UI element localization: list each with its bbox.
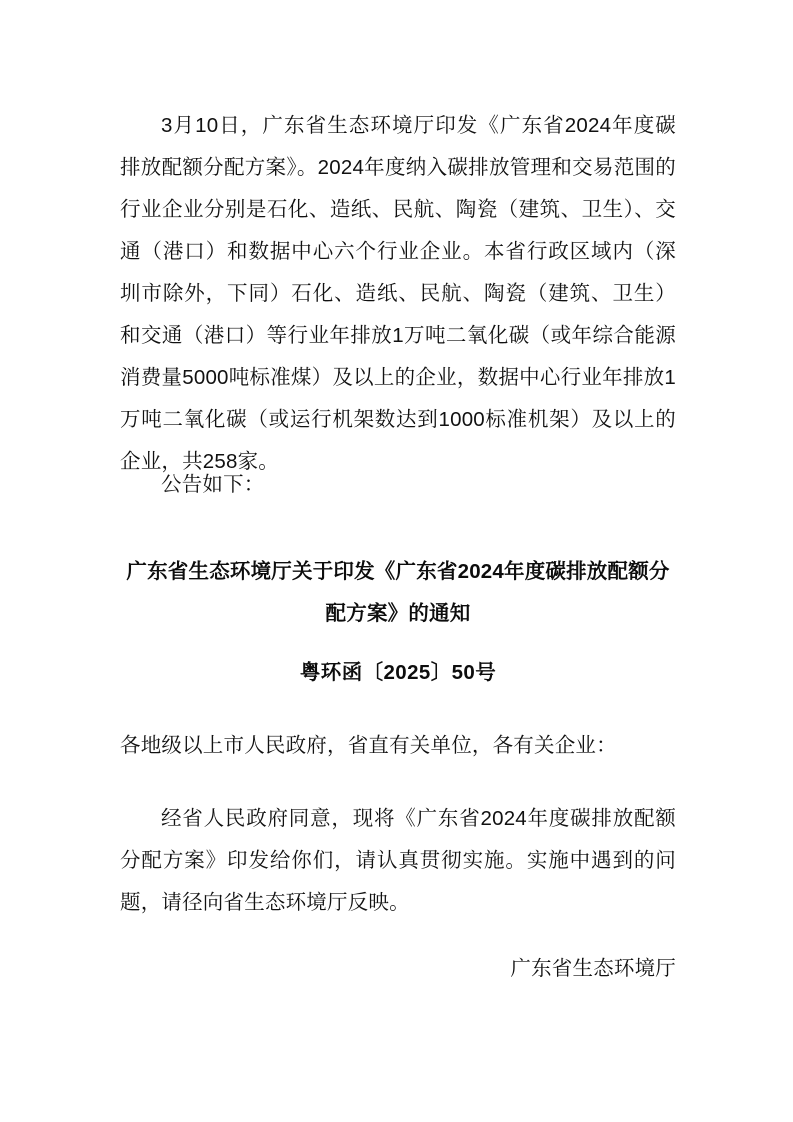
recipients-line: 各地级以上市人民政府，省直有关单位，各有关企业：	[120, 734, 617, 757]
announcement-intro-line: 公告如下：	[161, 473, 265, 496]
main-paragraph: 经省人民政府同意，现将《广东省2024年度碳排放配额分配方案》印发给你们，请认真贯彻实施。实施中遇到的问题，请径向省生态环境厅反映。	[120, 807, 676, 914]
document-number: 粤环函〔2025〕50号	[299, 661, 497, 684]
issuing-authority-signature: 广东省生态环境厅	[510, 957, 676, 980]
lead-paragraph: 3月10日，广东省生态环境厅印发《广东省2024年度碳排放配额分配方案》。2024年度纳入碳排放管理和交易范围的行业企业分别是石化、造纸、民航、陶瓷（建筑、卫生）、交通（港口）和数据中心六个行业企业。本省行政区域内（深圳市除外，下同）石化、造纸、民航、陶瓷（建筑、卫生）和交通（港口）等行业年排放1万吨二氧化碳（或年综合能源消费量5000吨标准煤）及以上的企业，数据中心行业年排放1万吨二氧化碳（或运行机架数达到1000标准机架）及以上的企业，共258家。	[120, 114, 676, 473]
document-title: 广东省生态环境厅关于印发《广东省2024年度碳排放配额分配方案》的通知	[126, 559, 670, 625]
